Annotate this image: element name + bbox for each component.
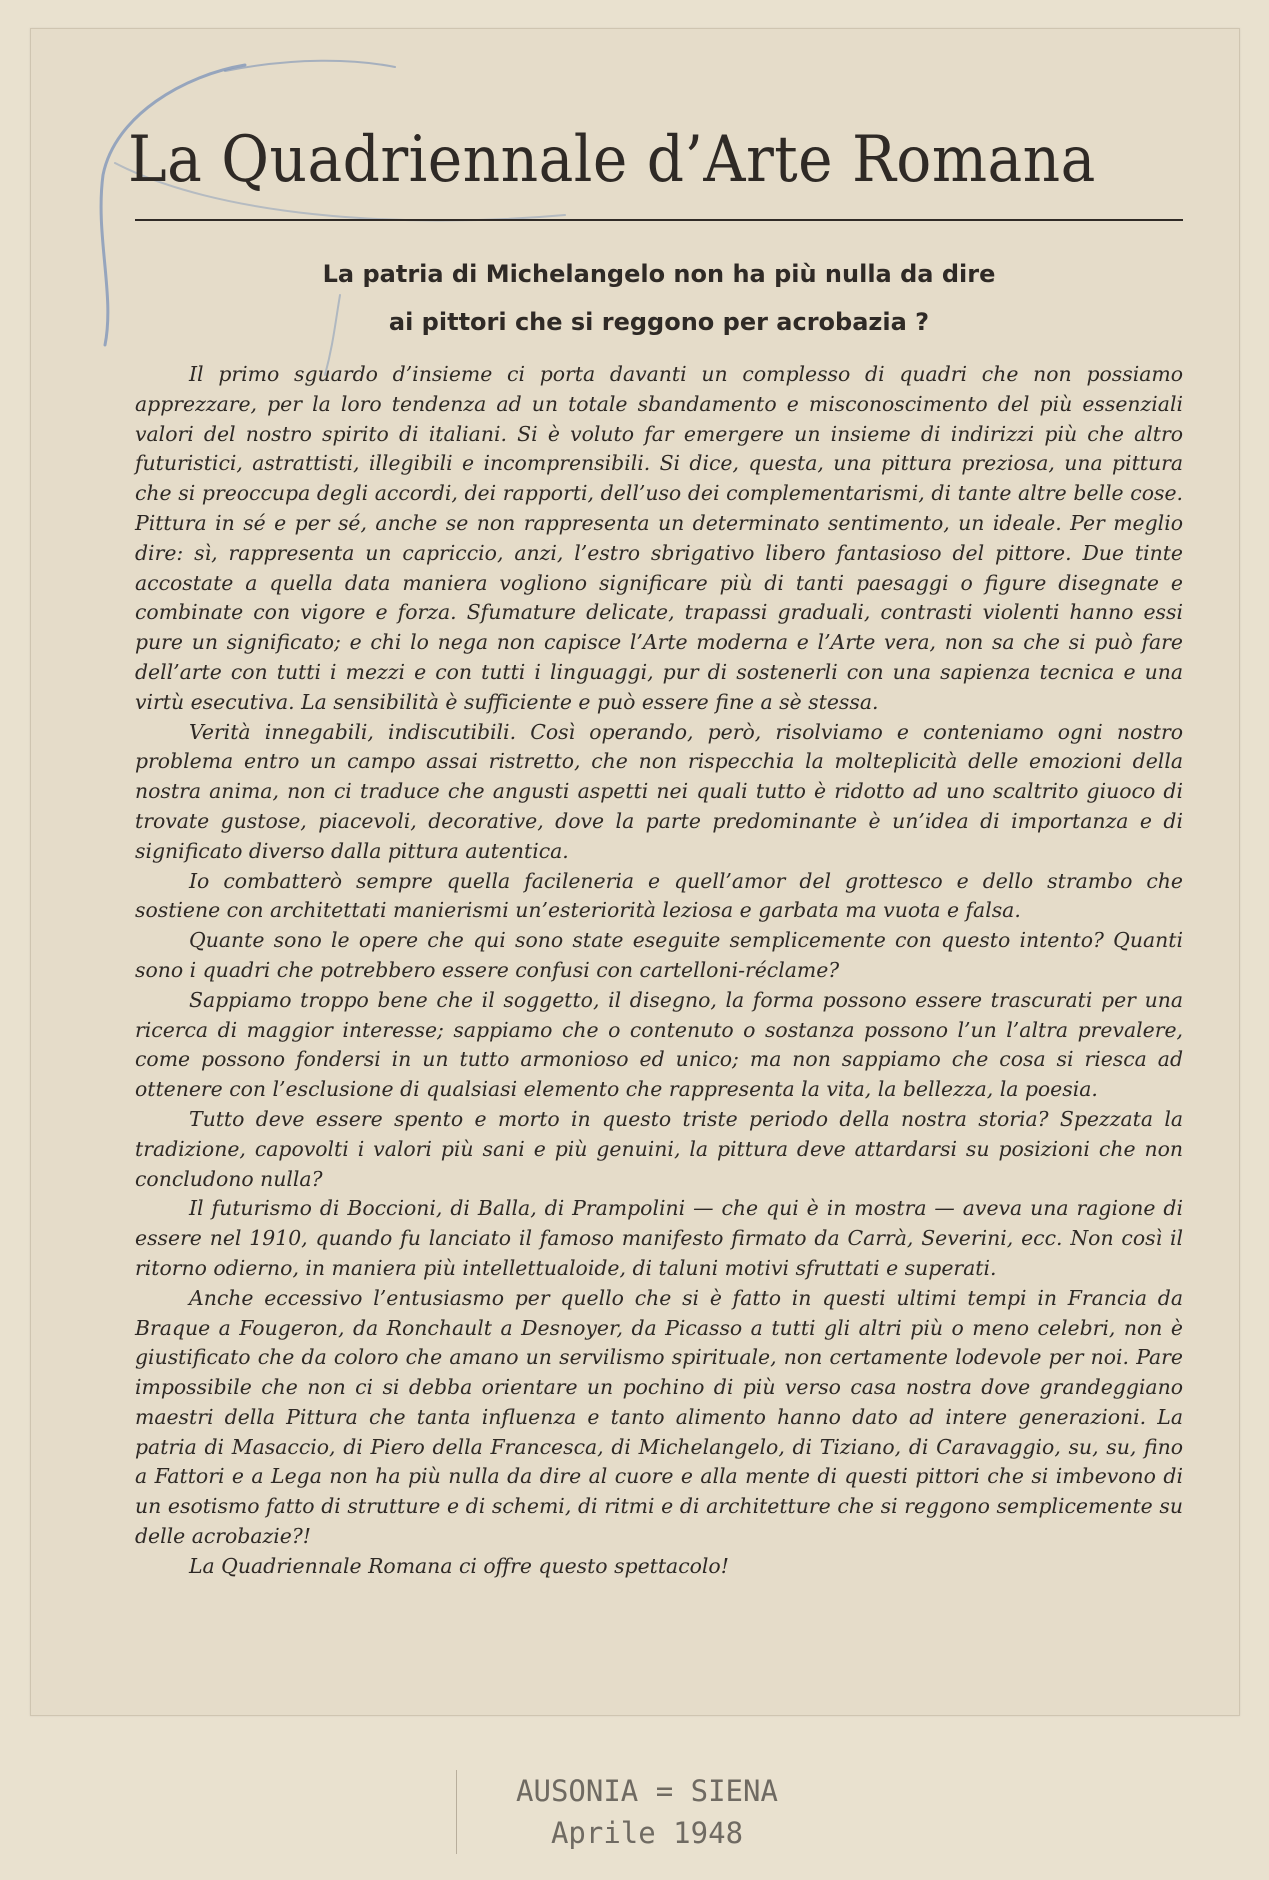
paragraph: Anche eccessivo l’entusiasmo per quello che si è fatto in questi ultimi tempi in Francia da Braque a Fougeron, da Ronchault a Desnoyer, da Picasso a tutti gli altri più o meno celebri, non è giustificato che da coloro che amano un servilismo spirituale, non certamente lodevole per noi. Pare impossibile che non ci si debba orientare un pochino di più verso casa nostra dove grandeggiano maestri della Pittura che tanta influenza e tanto alimento hanno dato ad intere generazioni. La patria di Masaccio, di Piero della Francesca, di Michelangelo, di Tiziano, di Caravaggio, su, su, fino a Fattori e a Lega non ha più nulla da dire al cuore e alla mente di questi pittori che si imbevono di un esotismo fatto di strutture e di schemi, di ritmi e di architetture che si reggono semplicemente su delle acrobazie?! <box>135 1285 1183 1549</box>
paragraph: Il primo sguardo d’insieme ci porta davanti un complesso di quadri che non possiamo apprezzare, per la loro tendenza ad un totale sbandamento e misconoscimento del più essenziali valori del nostro spirito di italiani. Si è voluto far emergere un insieme di indirizzi più che altro futuristici, astrattisti, illegibili e incomprensibili. Si dice, questa, una pittura preziosa, una pittura che si preoccupa degli accordi, dei rapporti, dell’uso dei complementarismi, di tante altre belle cose. Pittura in sé e per sé, anche se non rappresenta un determinato sentimento, un ideale. Per meglio dire: sì, rappresenta un capriccio, anzi, l’estro sbrigativo libero fantasioso del pittore. Due tinte accostate a quella data maniera vogliono significare più di tanti paesaggi o figure disegnate e combinate con vigore e forza. Sfumature delicate, trapassi graduali, contrasti violenti hanno essi pure un significato; e chi lo nega non capisce l’Arte moderna e l’Arte vera, non sa che si può fare dell’arte con tutti i mezzi e con tutti i linguaggi, pur di sostenerli con una sapienza tecnica e una virtù esecutiva. La sensibilità è sufficiente e può essere fine a sè stessa. <box>135 362 1183 714</box>
paragraph: Quante sono le opere che qui sono state eseguite semplicemente con questo intento? Quanti sono i quadri che potrebbero essere confusi con cartelloni-réclame? <box>135 928 1183 982</box>
source-stamp <box>456 1770 837 1854</box>
subtitle-line-1: La patria di Michelangelo non ha più nulla da dire <box>322 260 996 288</box>
article-subtitle <box>135 250 1183 346</box>
stamp-source: AUSONIA = SIENA <box>516 1774 778 1808</box>
title-underline <box>135 219 1183 221</box>
subtitle-line-2: ai pittori che si reggono per acrobazia ? <box>388 308 930 336</box>
stamp-date: Aprile 1948 <box>550 1816 744 1850</box>
article-title: La Quadriennale d’Arte Romana <box>128 123 1096 197</box>
paragraph: Sappiamo troppo bene che il soggetto, il disegno, la forma possono essere trascurati per una ricerca di maggior interesse; sappiamo che o contenuto o sostanza possono l’un l’altra prevalere, come possono fondersi in un tutto armonioso ed unico; ma non sappiamo che cosa si riesca ad ottenere con l’esclusione di qualsiasi elemento che rappresenta la vita, la bellezza, la poesia. <box>135 987 1183 1102</box>
paragraph: Tutto deve essere spento e morto in questo triste periodo della nostra storia? Spezzata la tradizione, capovolti i valori più sani e più genuini, la pittura deve attardarsi su posizioni che non concludono nulla? <box>135 1106 1183 1191</box>
article-body <box>135 360 1183 1582</box>
paragraph: Il futurismo di Boccioni, di Balla, di Prampolini — che qui è in mostra — aveva una ragione di essere nel 1910, quando fu lanciato il famoso manifesto firmato da Carrà, Severini, ecc. Non così il ritorno odierno, in maniera più intellettualoide, di taluni motivi sfruttati e superati. <box>135 1196 1183 1280</box>
paragraph: La Quadriennale Romana ci offre questo spettacolo! <box>189 1553 729 1578</box>
paragraph: Verità innegabili, indiscutibili. Così operando, però, risolviamo e conteniamo ogni nostro problema entro un campo assai ristretto, che non rispecchia la molteplicità delle emozioni della nostra anima, non ci traduce che angusti aspetti nei quali tutto è ridotto ad uno scaltrito giuoco di trovate gustose, piacevoli, decorative, dove la parte predominante è un’idea di importanza e di significato diverso dalla pittura autentica. <box>135 719 1183 863</box>
paragraph: Io combatterò sempre quella facileneria e quell’amor del grottesco e dello strambo che sostiene con architettati manierismi un’esteriorità leziosa e garbata ma vuota e falsa. <box>135 868 1183 923</box>
